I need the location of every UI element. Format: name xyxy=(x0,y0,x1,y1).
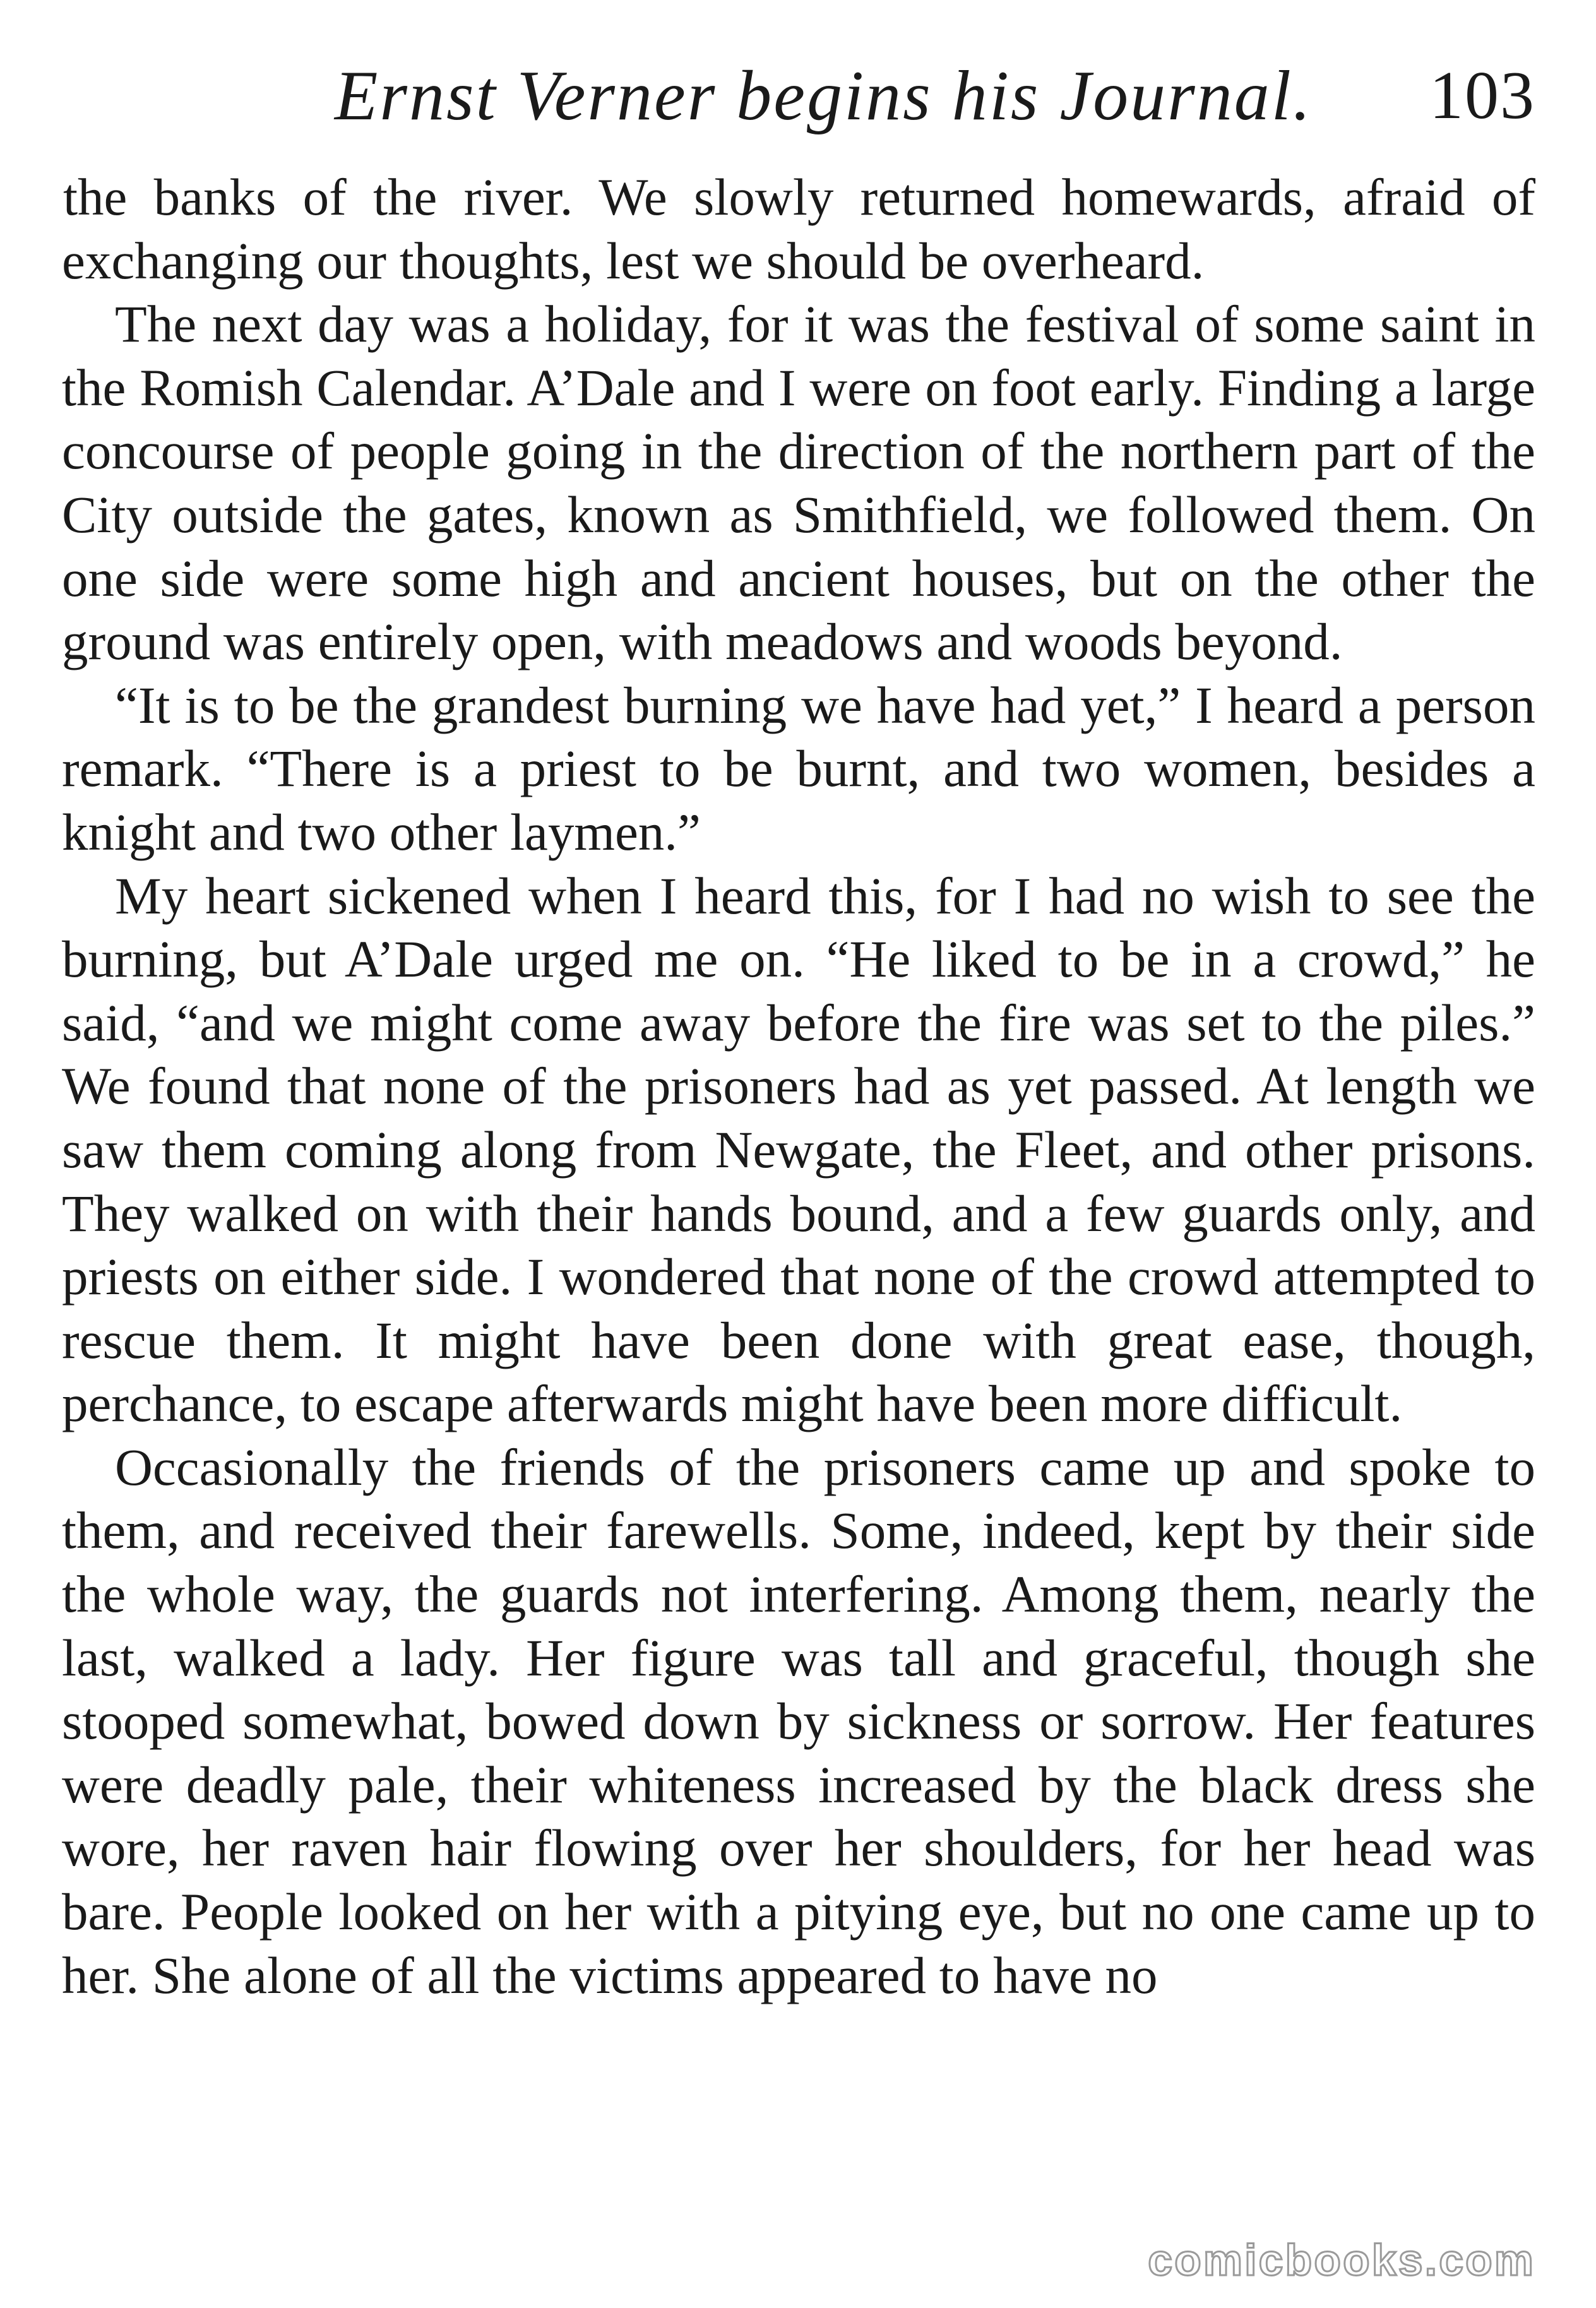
page-header xyxy=(335,52,1535,140)
paragraph-continuation: the banks of the river. We slowly returned homewards, afraid of exchanging our thoughts, lest we should be overheard. xyxy=(62,168,1535,290)
paragraph: “It is to be the grandest burning we have had yet,” I heard a person remark. “There is a priest to be burnt, and two women, besides a knight and two other laymen.” xyxy=(62,675,1535,861)
paragraph: The next day was a holiday, for it was the festival of some saint in the Romish Calendar. A’Dale and I were on foot early. Finding a large concourse of people going in the direction of the northern part of the City outside the gates, known as Smithfield, we followed them. On one side were some high and ancient houses, but on the other the ground was entirely open, with meadows and woods beyond. xyxy=(62,295,1535,671)
running-title: Ernst Verner begins his Journal. xyxy=(335,57,1313,135)
watermark: comicbooks.com xyxy=(1148,2235,1535,2285)
page-number: 103 xyxy=(1429,58,1535,133)
body-text xyxy=(62,165,1535,2007)
paragraph: Occasionally the friends of the prisoners came up and spoke to them, and received their farewells. Some, indeed, kept by their side the whole way, the guards not interfering. Among them, nearly the last, walked a lady. Her figure was tall and graceful, though she stooped somewhat, bowed down by sickness or sorrow. Her features were deadly pale, their whiteness increased by the black dress she wore, her raven hair flowing over her shoulders, for her head was bare. People looked on her with a pitying eye, but no one came up to her. She alone of all the victims appeared to have no xyxy=(62,1437,1535,2004)
paragraph: My heart sickened when I heard this, for I had no wish to see the burning, but A’Dale urged me on. “He liked to be in a crowd,” he said, “and we might come away before the fire was set to the piles.” We found that none of the prisoners had as yet passed. At length we saw them coming along from Newgate, the Fleet, and other prisons. They walked on with their hands bound, and a few guards only, and priests on either side. I wondered that none of the crowd attempted to rescue them. It might have been done with great ease, though, perchance, to escape afterwards might have been more difficult. xyxy=(62,866,1535,1433)
